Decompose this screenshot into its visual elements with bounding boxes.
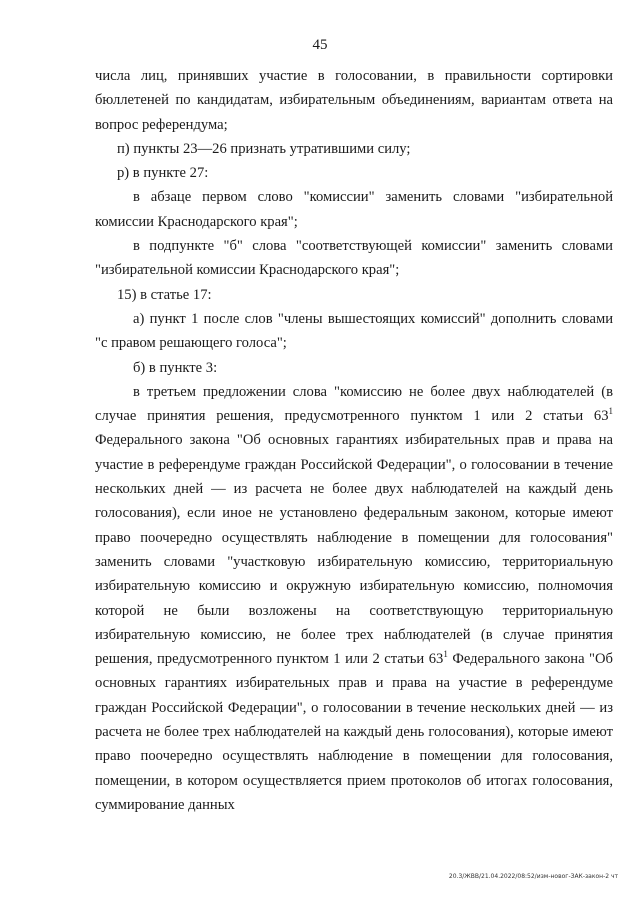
superscript: 1 [608,406,613,417]
paragraph-article-17: 15) в статье 17: [117,286,212,303]
paragraph-third-sentence [95,380,613,817]
paragraph-text-part: Федерального закона "Об основных гарантиях избирательных прав и права на участие в референдуме граждан Российской Федерации", о голосовании в течение нескольких дней — из расчета не более трех наблюдателей на каждый день голосования), которые имеют право поочередно осуществлять наблюдение в помещении для голосования, помещении, в котором осуществляется прием протоколов об итогах голосования, суммирование данных [95,651,613,813]
paragraph-text-part: в третьем предложении слова "комиссию не более двух наблюдателей (в случае принятия решения, предусмотренного пунктом 1 или 2 статьи 63 [95,383,613,425]
paragraph-item-a: а) пункт 1 после слов "члены вышестоящих комиссий" дополнить словами "с правом решающего голоса"; [95,310,613,352]
page-number: 45 [312,37,328,53]
paragraph-subpoint-b: в подпункте "б" слова "соответствующей комиссии" заменить словами "избирательной комиссии Краснодарского края"; [95,238,613,279]
paragraph-item-b: б) в пункте 3: [133,359,218,376]
paragraph-first-abzac: в абзаце первом слово "комиссии" заменить словами "избирательной комиссии Краснодарского края"; [95,189,613,230]
paragraph-continuation: числа лиц, принявших участие в голосовании, в правильности сортировки бюллетеней по кандидатам, избирательным объединениям, вариантам ответа на вопрос референдума; [95,68,613,133]
paragraph-item-p: п) пункты 23—26 признать утратившими силу; [117,140,411,157]
footer-code: 20.3/ЖВВ/21.04.2022/08:52/изм-новог-ЗАК-закон-2 чт [448,873,618,880]
paragraph-item-r: р) в пункте 27: [117,165,209,182]
document-body [95,64,613,817]
superscript: 1 [443,649,448,660]
paragraph-text-part: Федерального закона "Об основных гарантиях избирательных прав и права на участие в референдуме граждан Российской Федерации", о голосовании в течение нескольких дней — из расчета не более двух наблюдателей на каждый день голосования), если иное не установлено федеральным законом, которые имеют право поочередно осуществлять наблюдение в помещении для голосования" заменить словами "участковую избирательную комиссию, территориальную избирательную комиссию и окружную избирательную комиссию, полномочия которой не были возложены на соответствующую территориальную избирательную комиссию, не более трех наблюдателей (в случае принятия решения, предусмотренного пунктом 1 или 2 статьи 63 [95,432,613,668]
